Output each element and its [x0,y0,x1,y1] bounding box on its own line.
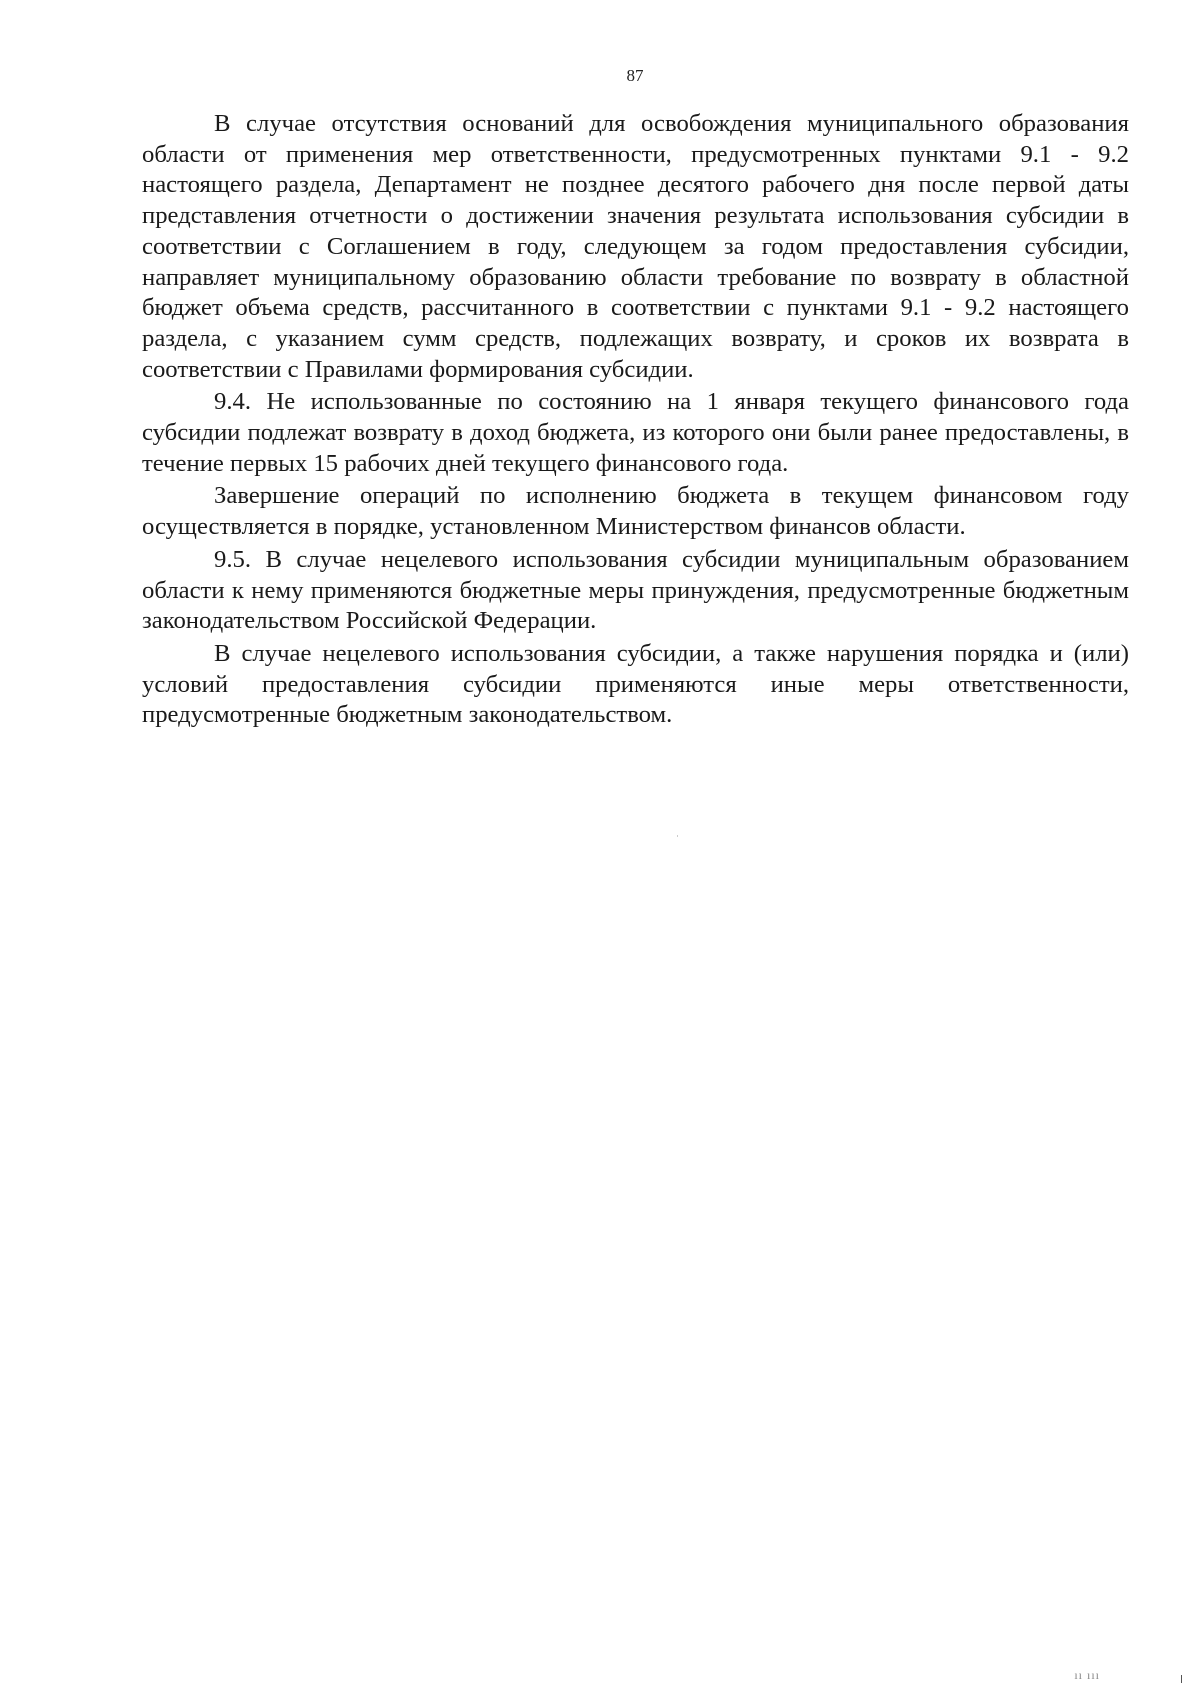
scan-artifact-tick [1181,1675,1182,1683]
paragraph-other-measures: В случае нецелевого использования субсидии, а также нарушения порядка и (или) условий предоставления субсидии применяются иные меры ответственности, предусмотренные бюджетным законодательством. [142,639,1129,729]
scan-artifact-dot [677,835,678,837]
document-body [142,109,1129,731]
paragraph-9-5: 9.5. В случае нецелевого использования субсидии муниципальным образованием области к нему применяются бюджетные меры принуждения, предусмотренные бюджетным законодательством Российской Федерации. [142,545,1129,635]
scan-artifact-mark: ıı ııı [1074,1668,1100,1682]
paragraph-refund-requirement: В случае отсутствия оснований для освобождения муниципального образования области от применения мер ответственности, предусмотренных пунктами 9.1 - 9.2 настоящего раздела, Департамент не позднее десятого рабочего дня после первой даты представления отчетности о достижении значения результата использования субсидии в соответствии с Соглашением в году, следующем за годом предоставления субсидии, направляет муниципальному образованию области требование по возврату в областной бюджет объема средств, рассчитанного в соответствии с пунктами 9.1 - 9.2 настоящего раздела, с указанием сумм средств, подлежащих возврату, и сроков их возврата в соответствии с Правилами формирования субсидии. [142,110,1129,383]
paragraph-9-4: 9.4. Не использованные по состоянию на 1 января текущего финансового года субсидии подлежат возврату в доход бюджета, из которого они были ранее предоставлены, в течение первых 15 рабочих дней текущего финансового года. [142,388,1129,477]
paragraph-budget-completion: Завершение операций по исполнению бюджета в текущем финансовом году осуществляется в порядке, установленном Министерством финансов области. [142,482,1129,541]
page-number: 87 [626,66,644,85]
